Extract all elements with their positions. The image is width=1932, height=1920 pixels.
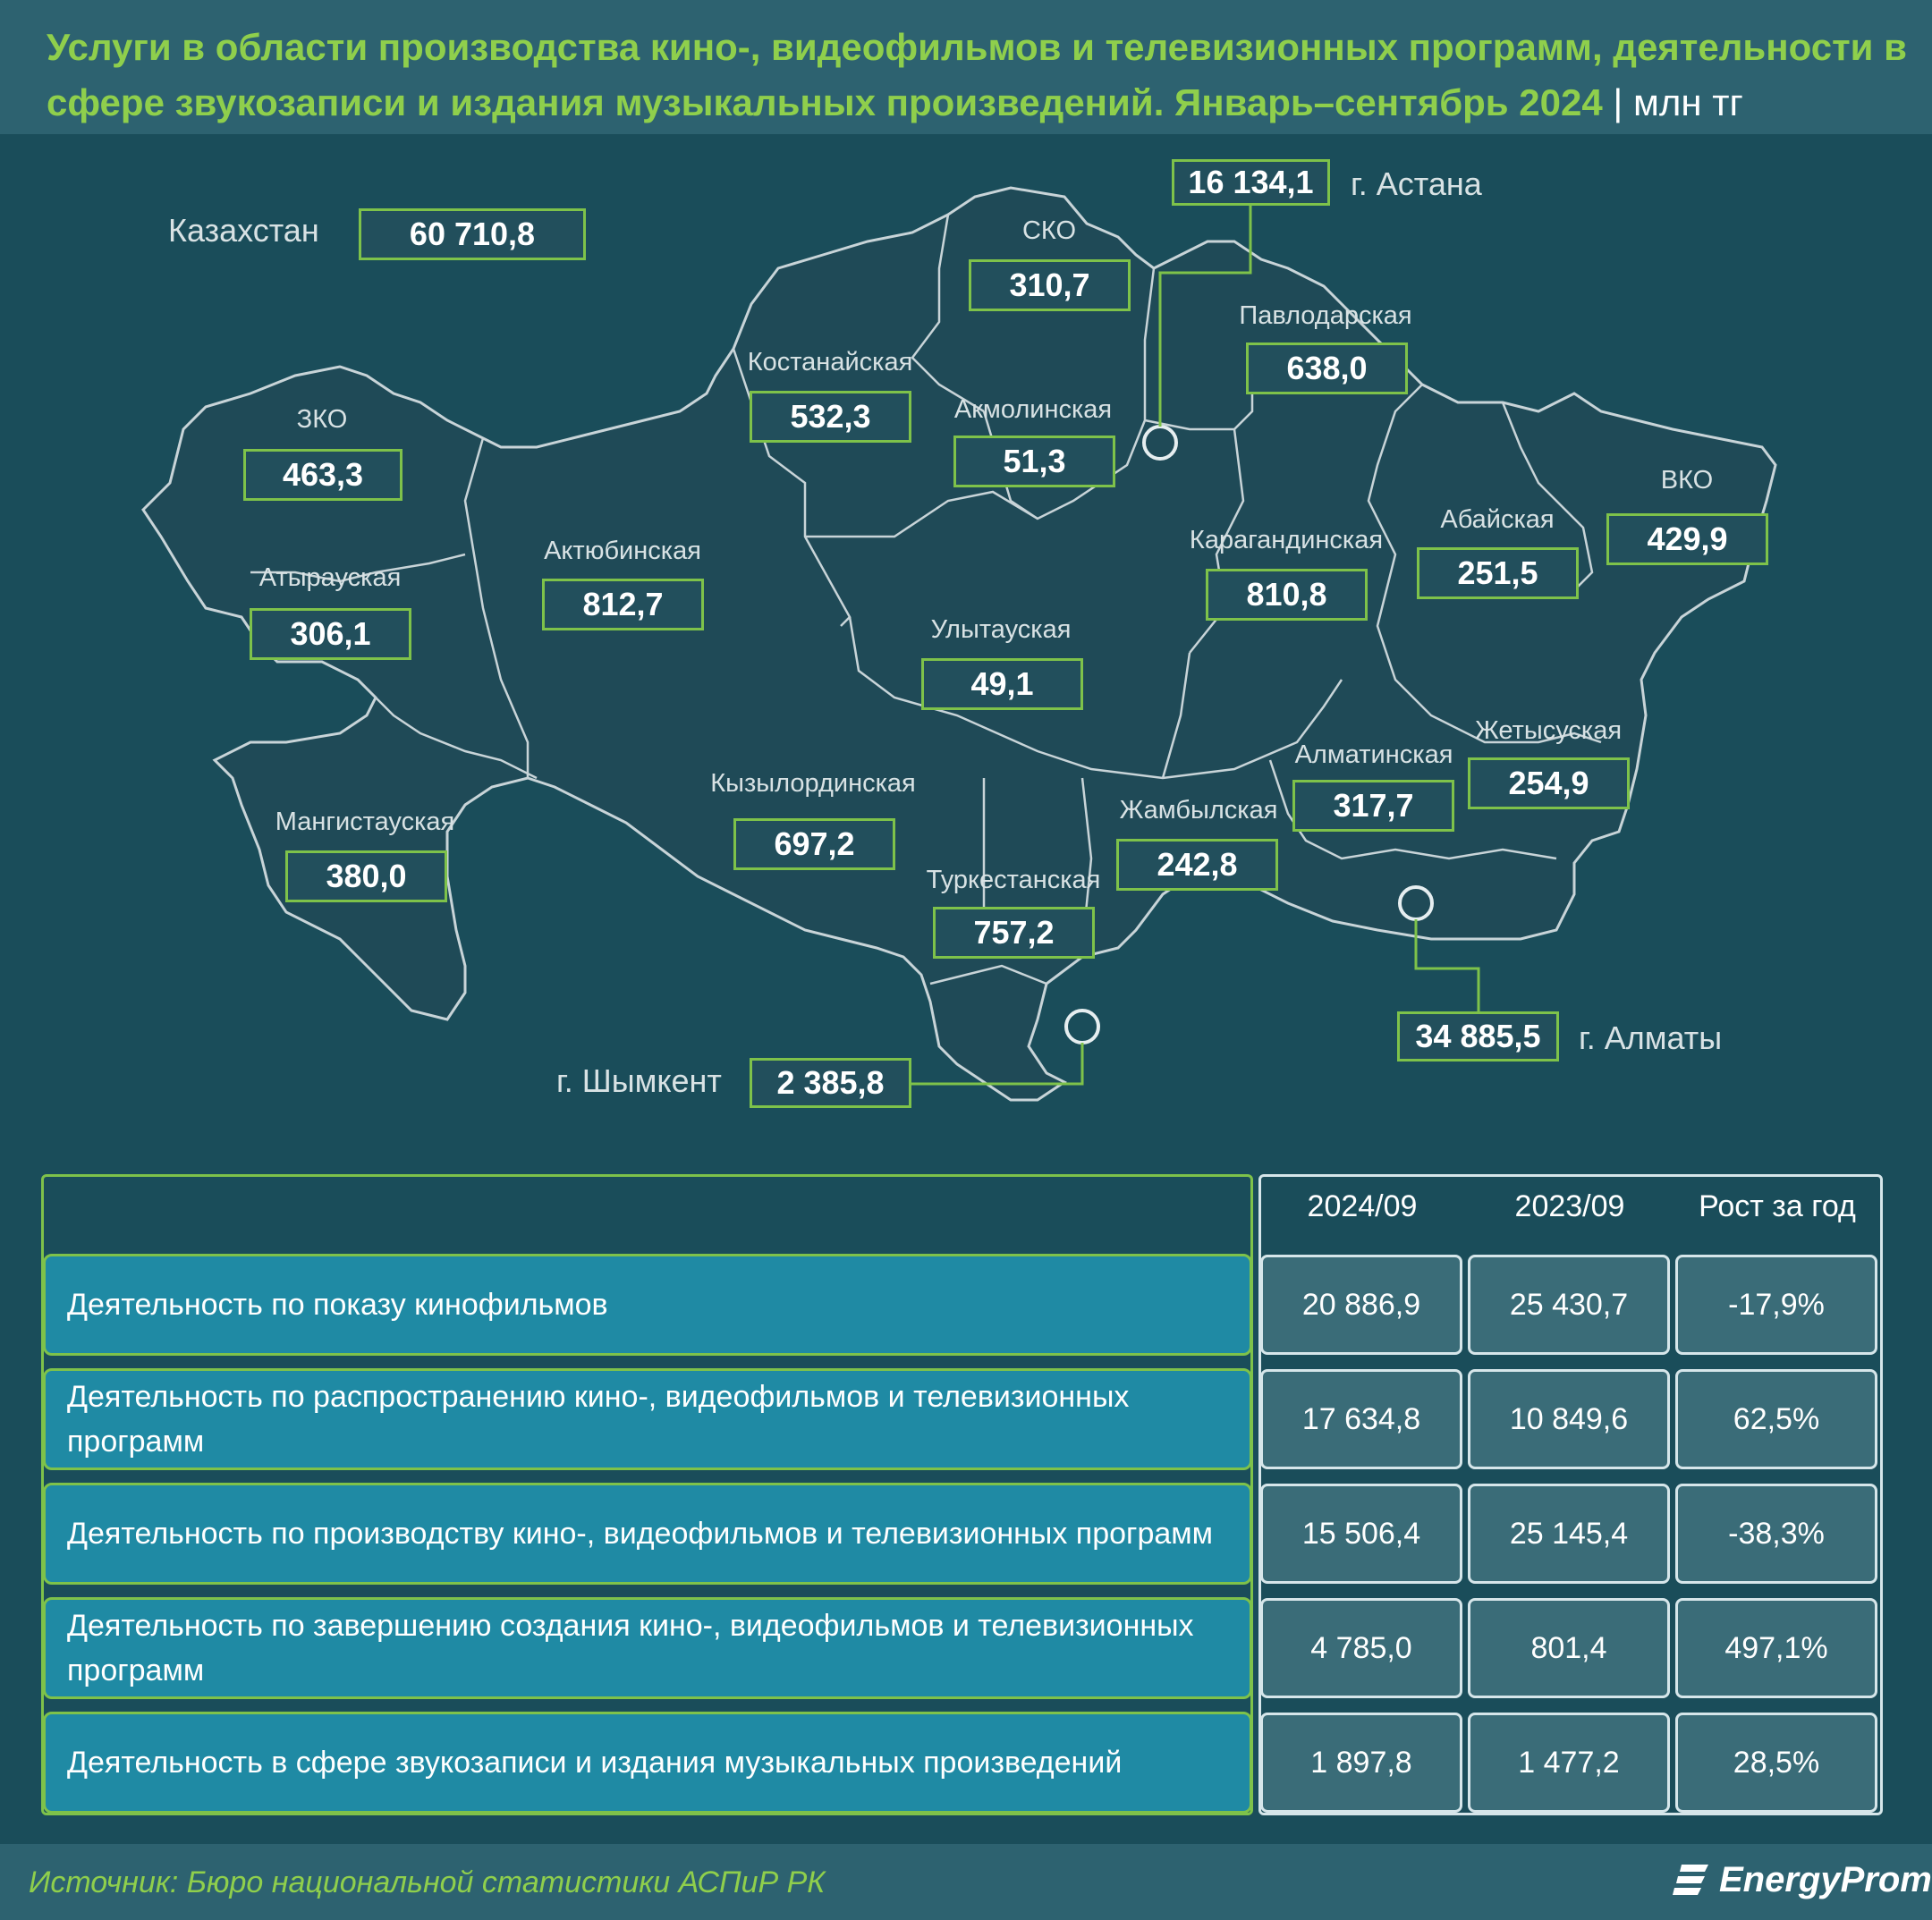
brand-logo — [1673, 1860, 1932, 1900]
region-name-kostanay: Костанайская — [747, 348, 913, 376]
region-value-zhetysu: 254,9 — [1468, 757, 1630, 809]
region-name-zko: ЗКО — [296, 405, 348, 434]
table-cell: 28,5% — [1675, 1713, 1877, 1813]
region-name-pavlodar: Павлодарская — [1239, 301, 1412, 330]
table-cell: 10 849,6 — [1468, 1369, 1670, 1469]
region-value-zhambyl: 242,8 — [1116, 839, 1278, 891]
region-value-pavlodar: 638,0 — [1246, 343, 1408, 394]
table-cell: 17 634,8 — [1260, 1369, 1462, 1469]
column-header-2023: 2023/09 — [1514, 1189, 1625, 1223]
table-row-label: Деятельность в сфере звукозаписи и издания музыкальных произведений — [43, 1712, 1252, 1814]
region-value-abay: 251,5 — [1417, 547, 1579, 599]
region-value-turkestan: 757,2 — [933, 907, 1095, 959]
city-name-shymkent: г. Шымкент — [556, 1062, 722, 1099]
city-value-shymkent: 2 385,8 — [750, 1058, 911, 1108]
city-value-almaty: 34 885,5 — [1397, 1011, 1559, 1061]
table-cell: -17,9% — [1675, 1255, 1877, 1355]
region-value-aktobe: 812,7 — [542, 579, 704, 630]
table-cell: 497,1% — [1675, 1598, 1877, 1698]
table-cell: 62,5% — [1675, 1369, 1877, 1469]
table-row-label: Деятельность по показу кинофильмов — [43, 1254, 1252, 1356]
page-title — [47, 20, 1916, 131]
region-name-aktobe: Актюбинская — [544, 537, 701, 565]
table-row-label: Деятельность по производству кино-, видеофильмов и телевизионных программ — [43, 1483, 1252, 1585]
title-text: Услуги в области производства кино-, видеофильмов и телевизионных программ, деятельности в сфере звукозаписи и издания музыкальных произведений. Январь–сентябрь 2024 — [47, 26, 1907, 123]
title-separator: | — [1613, 81, 1623, 123]
region-value-sko: 310,7 — [969, 259, 1131, 311]
city-name-almaty: г. Алматы — [1579, 1019, 1723, 1056]
region-name-karaganda: Карагандинская — [1189, 526, 1384, 554]
region-value-zko: 463,3 — [243, 449, 402, 501]
region-value-karaganda: 810,8 — [1206, 569, 1368, 621]
table-cell: 1 477,2 — [1468, 1713, 1670, 1813]
region-value-mangistau: 380,0 — [285, 850, 447, 902]
source-note: Источник: Бюро национальной статистики АСПиР РК — [29, 1865, 826, 1899]
region-name-abay: Абайская — [1440, 505, 1555, 534]
region-name-zhetysu: Жетысуская — [1474, 716, 1623, 745]
city-value-astana: 16 134,1 — [1172, 159, 1330, 206]
table-row-label: Деятельность по завершению создания кино-, видеофильмов и телевизионных программ — [43, 1597, 1252, 1699]
column-header-2024: 2024/09 — [1307, 1189, 1418, 1223]
region-value-atyrau: 306,1 — [250, 608, 411, 660]
title-unit: млн тг — [1632, 81, 1743, 123]
table-cell: 801,4 — [1468, 1598, 1670, 1698]
region-name-kyzylorda: Кызылординская — [710, 769, 916, 798]
table-cell: 25 145,4 — [1468, 1484, 1670, 1584]
table-cell: 15 506,4 — [1260, 1484, 1462, 1584]
table-cell: 1 897,8 — [1260, 1713, 1462, 1813]
table-cell: 25 430,7 — [1468, 1255, 1670, 1355]
energyprom-logo-icon — [1673, 1861, 1712, 1900]
country-value-box: 60 710,8 — [359, 208, 586, 260]
region-name-almaty-region: Алматинская — [1294, 740, 1453, 769]
table-row-label: Деятельность по распространению кино-, видеофильмов и телевизионных программ — [43, 1368, 1252, 1470]
region-value-kyzylorda: 697,2 — [733, 818, 895, 870]
column-header-growth: Рост за год — [1699, 1189, 1856, 1223]
region-name-akmola: Акмолинская — [953, 395, 1113, 424]
table-cell: 20 886,9 — [1260, 1255, 1462, 1355]
table-cell: -38,3% — [1675, 1484, 1877, 1584]
table-cell: 4 785,0 — [1260, 1598, 1462, 1698]
shymkent-marker — [1066, 1011, 1098, 1043]
brand-name: EnergyProm — [1719, 1860, 1932, 1899]
region-value-akmola: 51,3 — [953, 436, 1115, 487]
region-value-almaty-region: 317,7 — [1292, 780, 1454, 832]
region-name-mangistau: Мангистауская — [275, 808, 455, 836]
region-value-vko: 429,9 — [1606, 513, 1768, 565]
city-name-astana: г. Астана — [1351, 165, 1482, 202]
region-value-ulytau: 49,1 — [921, 658, 1083, 710]
region-name-turkestan: Туркестанская — [926, 866, 1101, 894]
region-name-zhambyl: Жамбылская — [1119, 796, 1278, 825]
region-name-ulytau: Улытауская — [930, 615, 1072, 644]
region-name-vko: ВКО — [1660, 466, 1714, 495]
region-name-atyrau: Атырауская — [258, 563, 402, 592]
region-value-kostanay: 532,3 — [750, 391, 911, 443]
region-name-sko: СКО — [1021, 216, 1077, 245]
country-name: Казахстан — [168, 212, 319, 249]
